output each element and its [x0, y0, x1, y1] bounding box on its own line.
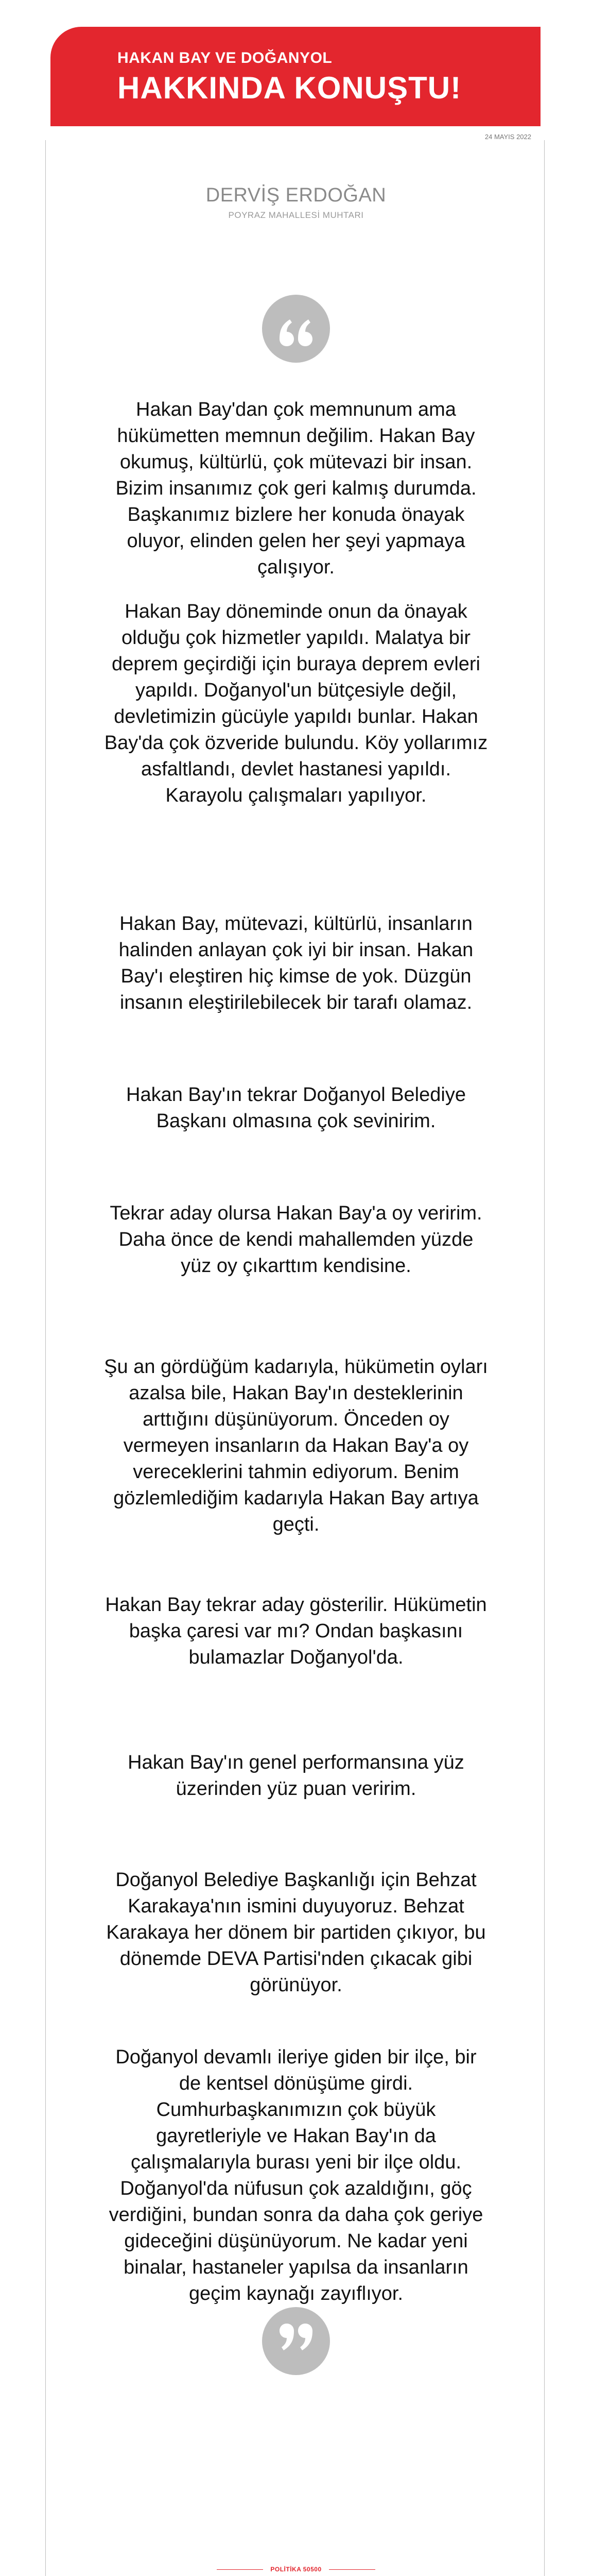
article-paragraph-6: Şu an gördüğüm kadarıyla, hükümetin oyları azalsa bile, Hakan Bay'ın desteklerinin arttığını düşünüyorum. Önceden oy vermeyen insanların da Hakan Bay'a oy vereceklerini tahmin ediyorum. Benim gözlemlediğim kadarıyla Hakan Bay artıya geçti. [104, 1356, 488, 1535]
footer-divider-right [329, 2569, 375, 2570]
article-paragraph-10: Doğanyol devamlı ileriye giden bir ilçe, bir de kentsel dönüşüme girdi. Cumhurbaşkanımızın çok büyük gayretleriyle ve Hakan Bay'ın da çalışmalarıyla burası yeni bir ilçe oldu. Doğanyol'da nüfusun çok azaldığını, göç verdiğini, bundan sonra da daha çok geriye gideceğini düşünüyorum. Ne kadar yeni binalar, hastaneler yapılsa da insanların geçim kaynağı zayıflıyor. [109, 2046, 483, 2304]
footer-label: POLİTİKA 50500 [270, 2566, 322, 2573]
article-paragraph-1: Hakan Bay'dan çok memnunum ama hükümetten memnun değilim. Hakan Bay okumuş, kültürlü, çok mütevazi bir insan. Bizim insanımız çok geri kalmış durumda. Başkanımız bizlere her konuda önayak oluyor, elinden gelen her şeyi yapmaya çalışıyor. [115, 399, 477, 578]
quote-close-icon [262, 2307, 330, 2375]
publish-date: 24 MAYIS 2022 [484, 133, 531, 141]
footer-divider-left [217, 2569, 263, 2570]
article-paragraph-7: Hakan Bay tekrar aday gösterilir. Hükümetin başka çaresi var mı? Ondan başkasını bulamazlar Doğanyol'da. [105, 1594, 487, 1668]
headline-line-1: HAKAN BAY VE DOĞANYOL [117, 49, 333, 66]
article-paragraph-8: Hakan Bay'ın genel performansına yüz üzerinden yüz puan veririm. [128, 1752, 464, 1800]
article-paragraph-4: Hakan Bay'ın tekrar Doğanyol Belediye Başkanı olmasına çok sevinirim. [126, 1084, 466, 1132]
author-name: DERVİŞ ERDOĞAN [205, 184, 387, 206]
footer [0, 2566, 592, 2573]
author-title: POYRAZ MAHALLESİ MUHTARI [228, 210, 364, 220]
article-paragraph-9: Doğanyol Belediye Başkanlığı için Behzat Karakaya'nın ismini duyuyoruz. Behzat Karakaya her dönem bir partiden çıkıyor, bu dönemde DEVA Partisi'nden çıkacak gibi görünüyor. [106, 1869, 486, 1996]
article-paragraph-3: Hakan Bay, mütevazi, kültürlü, insanların halinden anlayan çok iyi bir insan. Hakan Bay'ı eleştiren hiç kimse de yok. Düzgün insanın eleştirilebilecek bir tarafı olamaz. [118, 913, 474, 1013]
article-paragraph-2: Hakan Bay döneminde onun da önayak olduğu çok hizmetler yapıldı. Malatya bir deprem geçirdiği için buraya deprem evleri yapıldı. Doğanyol'un bütçesiyle değil, devletimizin gücüyle yapıldı bunlar. Hakan Bay'da çok özveride bulundu. Köy yollarımız asfaltlandı, devlet hastanesi yapıldı. Karayolu çalışmaları yapılıyor. [104, 601, 488, 806]
quote-open-icon [262, 295, 330, 363]
headline-line-2: HAKKINDA KONUŞTU! [117, 71, 462, 105]
article-paragraph-5: Tekrar aday olursa Hakan Bay'a oy veririm. Daha önce de kendi mahallemden yüzde yüz oy çıkarttım kendisine. [110, 1202, 482, 1277]
headline-banner [50, 27, 541, 126]
